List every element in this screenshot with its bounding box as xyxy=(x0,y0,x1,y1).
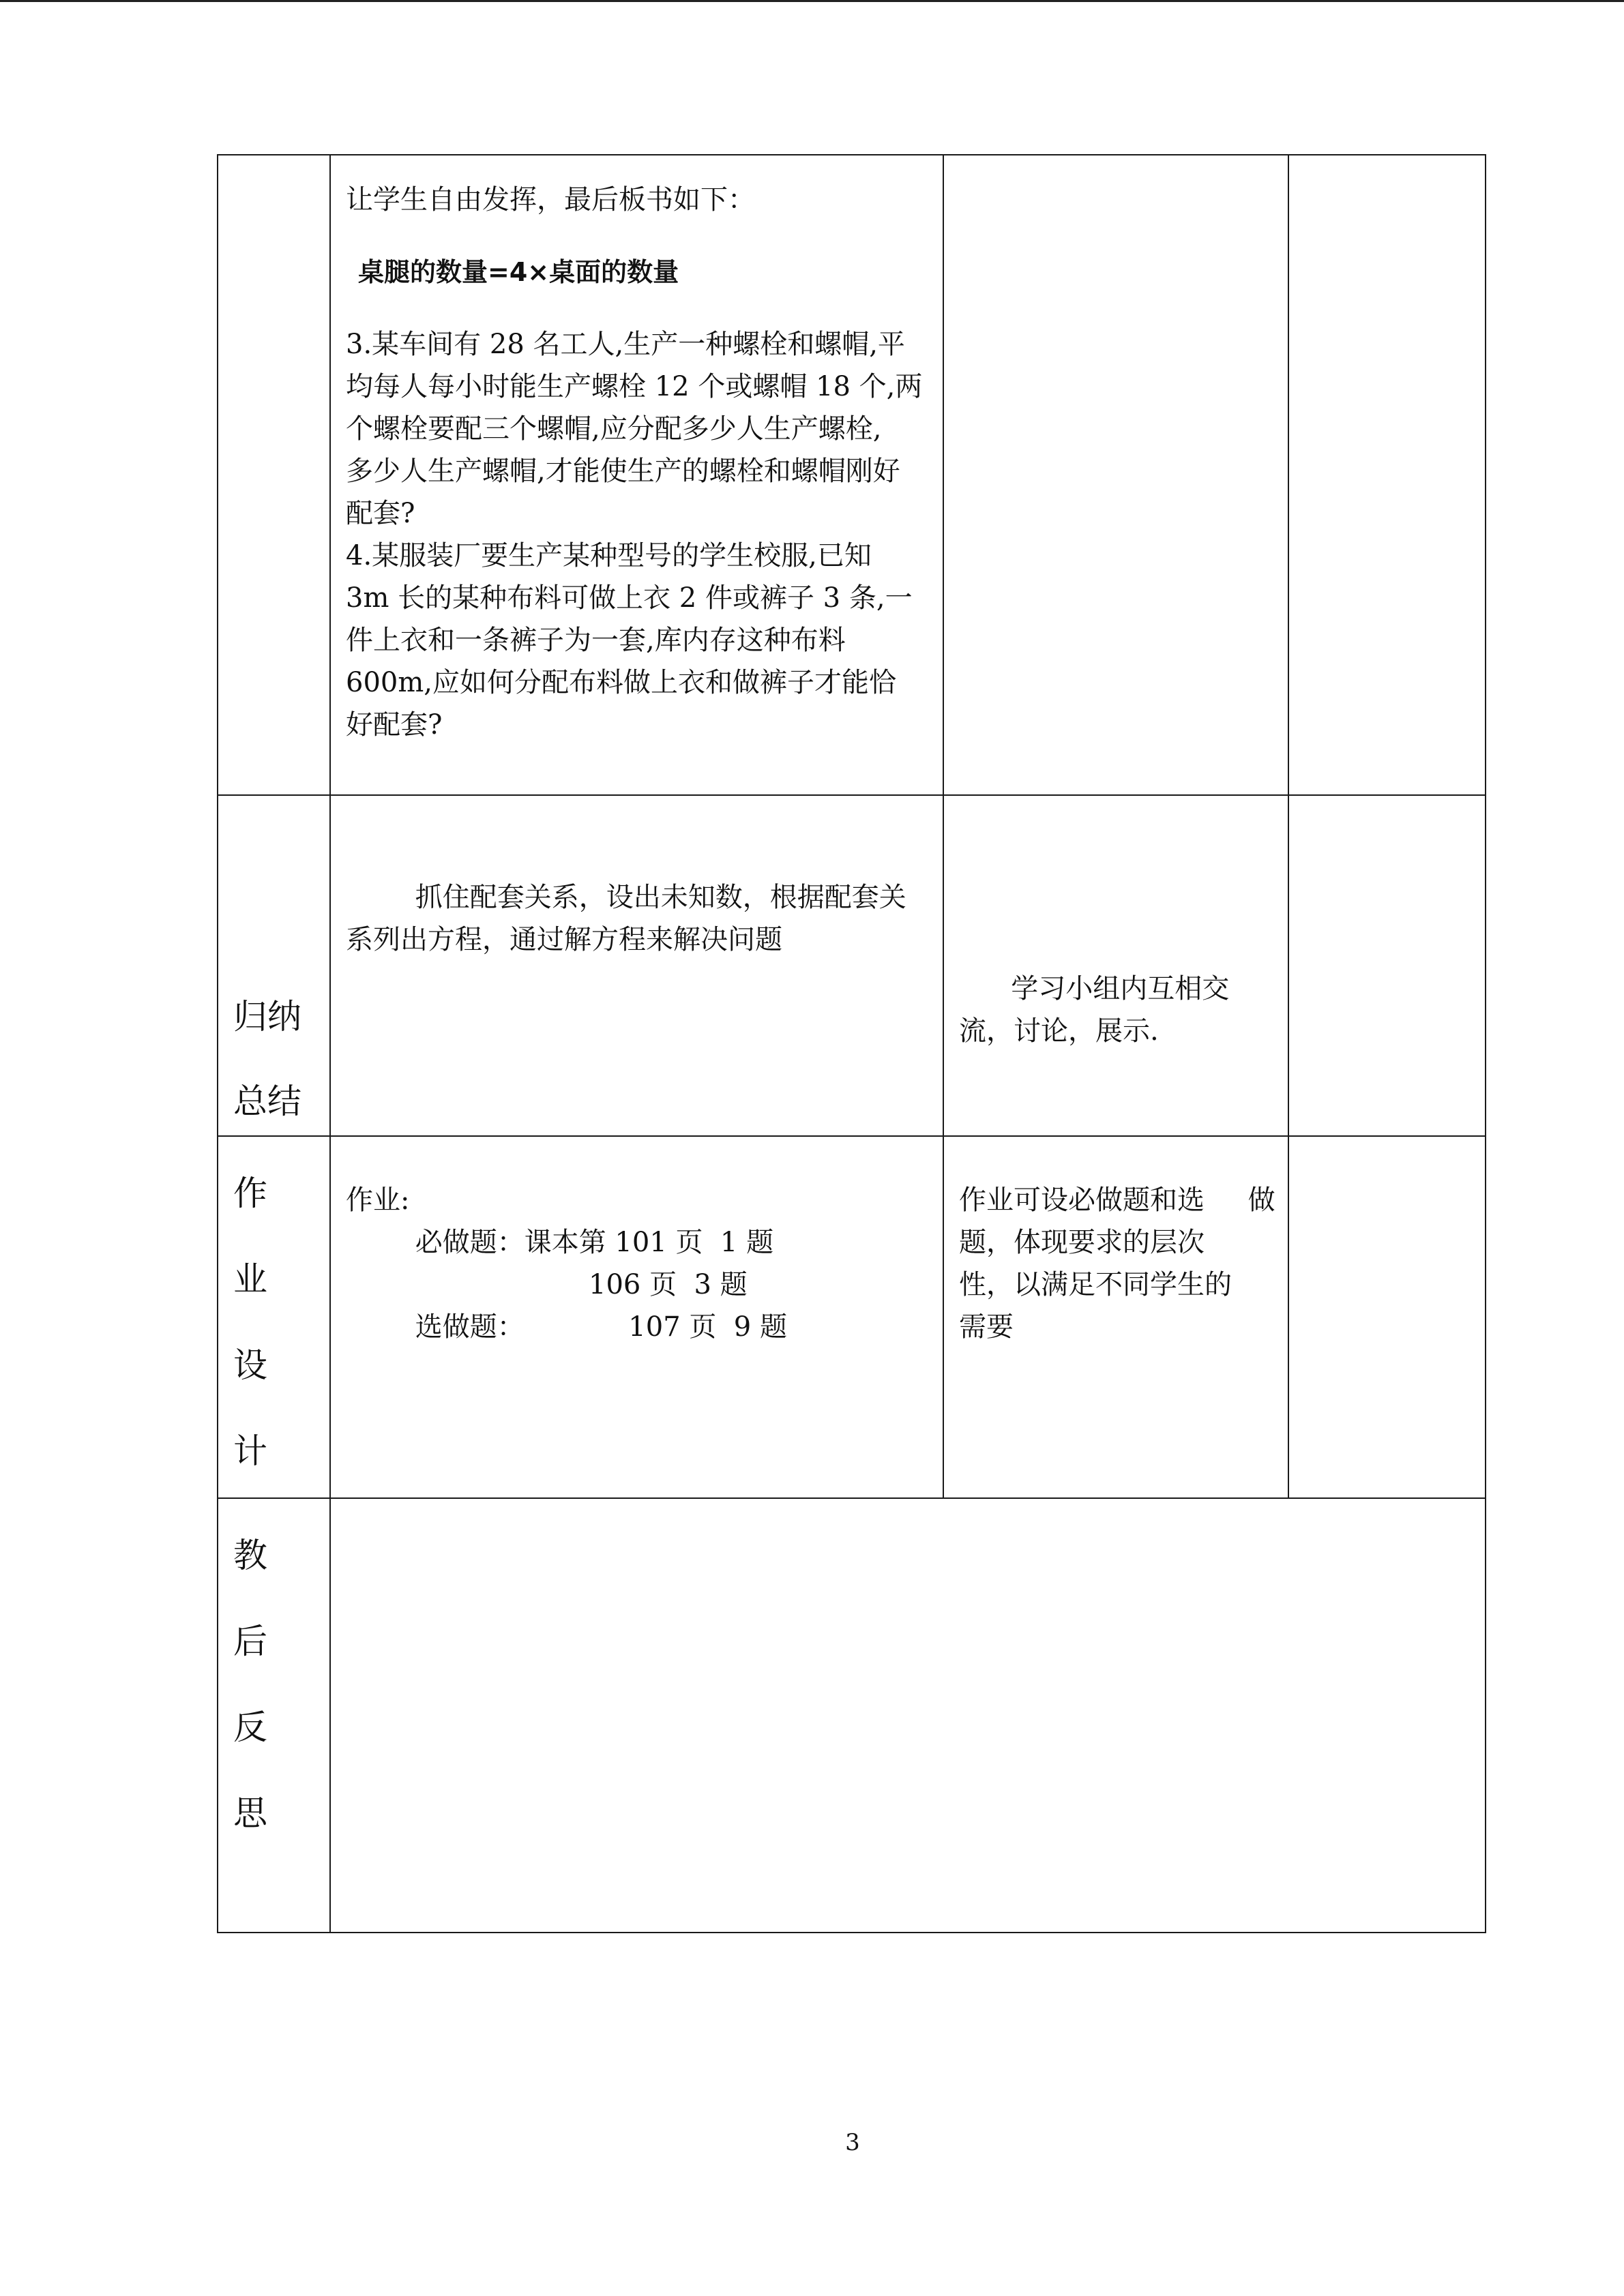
problem-4 xyxy=(346,535,929,746)
summary-note-cell xyxy=(1288,795,1486,1136)
problem3-line: 多少人生产螺帽,才能使生产的螺栓和螺帽刚好 xyxy=(346,456,900,487)
homework-note-line: 题，体现要求的层次 xyxy=(959,1227,1205,1258)
problem4-line: 600m,应如何分配布料做上衣和做裤子才能恰 xyxy=(346,667,896,698)
table-row-homework xyxy=(218,1136,1486,1498)
homework-label-char: 计 xyxy=(233,1431,267,1471)
problem3-line: 均每人每小时能生产螺栓 12 个或螺帽 18 个,两 xyxy=(346,371,923,402)
homework-line: 作业: xyxy=(346,1184,410,1216)
lesson-plan-table xyxy=(217,154,1486,1933)
summary-line: 系列出方程，通过解方程来解决问题 xyxy=(346,924,782,955)
homework-line: 必做题：课本第 101 页 1 题 xyxy=(346,1227,774,1258)
reflection-label-cell xyxy=(218,1498,330,1933)
row1-student-cell xyxy=(943,155,1288,795)
page-top-border xyxy=(0,0,1624,2)
homework-note-line: 需要 xyxy=(959,1311,1014,1343)
homework-line: 106 页 3 题 xyxy=(346,1269,748,1300)
homework-note-cell xyxy=(943,1136,1288,1498)
reflection-label-char: 思 xyxy=(233,1793,267,1833)
summary-label-cell xyxy=(218,795,330,1136)
homework-extra-cell xyxy=(1288,1136,1486,1498)
summary-label-line: 总结 xyxy=(233,1082,301,1121)
summary-label xyxy=(233,974,301,1144)
row1-note-cell xyxy=(1288,155,1486,795)
activity-line: 学习小组内互相交 xyxy=(959,973,1230,1004)
homework-note-line: 性，以满足不同学生的 xyxy=(959,1269,1232,1300)
reflection-label xyxy=(233,1512,267,1856)
homework-label-char: 作 xyxy=(233,1174,267,1213)
reflection-label-char: 教 xyxy=(233,1536,267,1575)
problem3-line: 配套? xyxy=(346,498,415,529)
homework-label xyxy=(233,1150,267,1494)
activity-line: 流，讨论，展示. xyxy=(959,1015,1159,1047)
reflection-label-char: 后 xyxy=(233,1622,267,1661)
problem4-line: 4.某服装厂要生产某种型号的学生校服,已知 xyxy=(346,540,872,571)
problem3-line: 个螺栓要配三个螺帽,应分配多少人生产螺栓, xyxy=(346,413,882,445)
homework-content-cell xyxy=(330,1136,943,1498)
homework-label-char: 设 xyxy=(233,1345,267,1385)
homework-label-char: 业 xyxy=(233,1259,267,1299)
summary-activity-cell xyxy=(943,795,1288,1136)
problem4-line: 好配套? xyxy=(346,709,443,741)
summary-label-line: 归纳 xyxy=(233,997,301,1037)
table-row-summary xyxy=(218,795,1486,1136)
table-row-activity xyxy=(218,155,1486,795)
reflection-content-cell xyxy=(330,1498,1486,1933)
problem4-line: 件上衣和一条裤子为一套,库内存这种布料 xyxy=(346,625,846,656)
homework-note-line: 作业可设必做题和选 做 xyxy=(959,1184,1275,1216)
table-row-reflection xyxy=(218,1498,1486,1933)
formula-text: 桌腿的数量=4×桌面的数量 xyxy=(358,257,679,287)
page-number: 3 xyxy=(845,2129,860,2156)
row1-content-cell xyxy=(330,155,943,795)
problem4-line: 3m 长的某种布料可做上衣 2 件或裤子 3 条,一 xyxy=(346,582,913,614)
homework-label-cell xyxy=(218,1136,330,1498)
reflection-label-char: 反 xyxy=(233,1708,267,1747)
intro-text: 让学生自由发挥，最后板书如下： xyxy=(346,184,755,215)
summary-content-cell xyxy=(330,795,943,1136)
homework-line: 选做题： 107 页 9 题 xyxy=(346,1311,787,1343)
problem-3 xyxy=(346,323,929,535)
summary-line: 抓住配套关系，设出未知数，根据配套关 xyxy=(346,882,906,913)
row1-label-cell xyxy=(218,155,330,795)
problem3-line: 3.某车间有 28 名工人,生产一种螺栓和螺帽,平 xyxy=(346,329,905,360)
